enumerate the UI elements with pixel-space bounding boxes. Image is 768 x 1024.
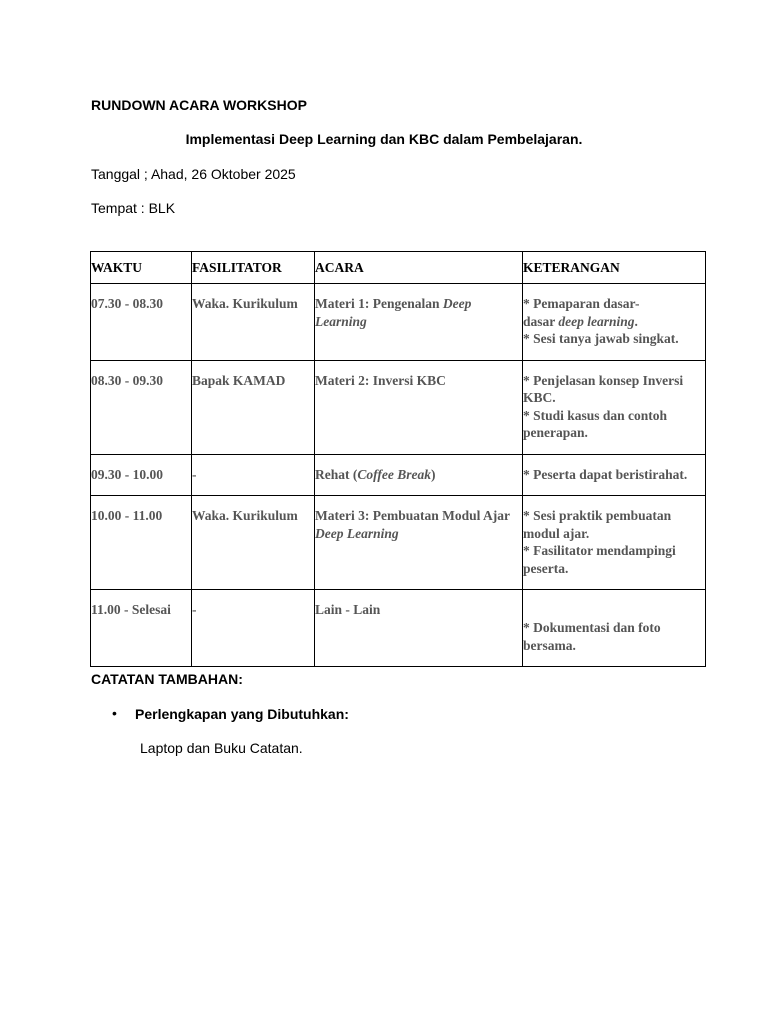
keterangan-line: * Penjelasan konsep Inversi KBC.: [523, 372, 684, 405]
equipment-text: Laptop dan Buku Catatan.: [140, 740, 303, 756]
cell-waktu: 09.30 - 10.00: [91, 454, 192, 496]
cell-keterangan: [523, 590, 706, 667]
cell-fasilitator: Bapak KAMAD: [192, 360, 315, 454]
keterangan-text: dasar: [523, 313, 559, 329]
cell-waktu: 08.30 - 09.30: [91, 360, 192, 454]
notes-title: CATATAN TAMBAHAN:: [91, 671, 243, 687]
keterangan-line: * Pemaparan dasar-: [523, 296, 640, 311]
acara-italic: Deep Learning: [315, 525, 399, 541]
cell-acara: [315, 496, 523, 590]
table-header-row: [91, 252, 706, 284]
cell-fasilitator: -: [192, 590, 315, 667]
cell-waktu: 07.30 - 08.30: [91, 284, 192, 361]
document-heading: RUNDOWN ACARA WORKSHOP: [91, 97, 307, 113]
keterangan-line: * Dokumentasi dan foto bersama.: [523, 620, 661, 653]
keterangan-italic: deep learning: [558, 313, 635, 329]
table-row: [91, 454, 706, 496]
acara-text: Materi 1: Pengenalan: [315, 296, 443, 311]
column-header-fasilitator: FASILITATOR: [192, 252, 315, 284]
keterangan-line: * Sesi praktik pembuatan modul ajar.: [523, 508, 672, 541]
place-line: Tempat : BLK: [91, 200, 176, 216]
cell-fasilitator: Waka. Kurikulum: [192, 496, 315, 590]
acara-text: ): [431, 466, 436, 482]
document-subtitle: Implementasi Deep Learning dan KBC dalam Pembelajaran.: [185, 131, 583, 147]
cell-fasilitator: -: [192, 454, 315, 496]
keterangan-line: * Studi kasus dan contoh penerapan.: [523, 407, 668, 440]
cell-acara: Materi 2: Inversi KBC: [315, 360, 523, 454]
keterangan-text: .: [634, 313, 638, 329]
table-row: [91, 284, 706, 361]
cell-keterangan: [523, 496, 706, 590]
column-header-keterangan: KETERANGAN: [523, 252, 706, 284]
table-row: [91, 590, 706, 667]
rundown-table: [90, 251, 706, 667]
column-header-waktu: WAKTU: [91, 252, 192, 284]
acara-italic: Deep Learning: [315, 296, 472, 329]
cell-keterangan: [523, 284, 706, 361]
keterangan-line: [523, 313, 705, 331]
cell-acara: [315, 454, 523, 496]
table-row: [91, 496, 706, 590]
acara-text: Materi 3: Pembuatan Modul Ajar: [315, 508, 510, 523]
acara-text: Rehat (: [315, 466, 358, 482]
table-row: [91, 360, 706, 454]
cell-acara: Lain - Lain: [315, 590, 523, 667]
bullet-label: Perlengkapan yang Dibutuhkan:: [135, 706, 349, 722]
cell-acara: [315, 284, 523, 361]
cell-waktu: 10.00 - 11.00: [91, 496, 192, 590]
cell-keterangan: [523, 454, 706, 496]
keterangan-line: * Sesi tanya jawab singkat.: [523, 331, 679, 346]
cell-keterangan: [523, 360, 706, 454]
keterangan-line: * Peserta dapat beristirahat.: [523, 466, 688, 482]
bullet-icon: •: [112, 705, 117, 721]
column-header-acara: ACARA: [315, 252, 523, 284]
date-line: Tanggal ; Ahad, 26 Oktober 2025: [91, 166, 296, 182]
acara-italic: Coffee Break: [357, 466, 431, 482]
keterangan-line: * Fasilitator mendampingi peserta.: [523, 543, 676, 576]
cell-fasilitator: Waka. Kurikulum: [192, 284, 315, 361]
cell-waktu: 11.00 - Selesai: [91, 590, 192, 667]
